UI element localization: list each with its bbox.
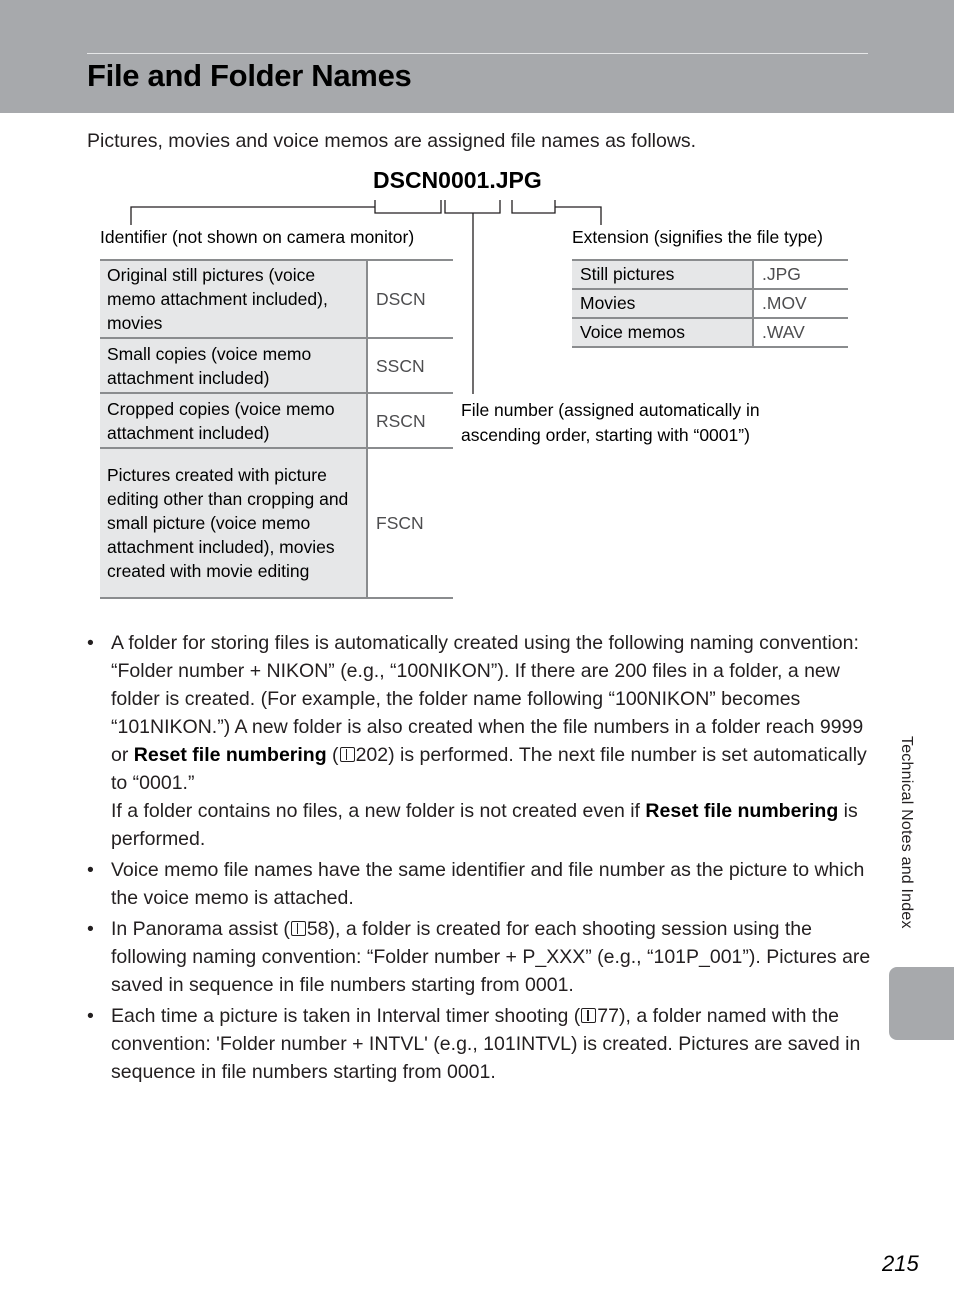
book-reference-icon — [581, 1008, 596, 1023]
note-text: Voice memo file names have the same identifier and file number as the picture to which the voice memo is attached. — [111, 859, 865, 909]
note-text: ) is performed. The next file number is set automatically to “0001.” — [111, 744, 867, 794]
identifier-bracket — [375, 200, 441, 213]
extension-table — [572, 259, 848, 348]
extension-type: Still pictures — [572, 260, 753, 289]
extension-code: .JPG — [753, 260, 848, 289]
note-text: If a folder contains no files, a new folder is not created even if — [111, 800, 646, 822]
extension-type: Voice memos — [572, 318, 753, 347]
identifier-code: RSCN — [367, 393, 453, 448]
bullet-icon: • — [87, 859, 94, 881]
file-number-label — [461, 398, 760, 448]
notes-list — [87, 629, 872, 1089]
identifier-description: Small copies (voice memo attachment included) — [100, 338, 367, 393]
section-tab[interactable] — [889, 967, 954, 1040]
example-filename: DSCN0001.JPG — [373, 167, 542, 193]
identifier-code: FSCN — [367, 448, 453, 598]
table-row — [100, 338, 453, 393]
intro-text: Pictures, movies and voice memos are assigned file names as follows. — [87, 130, 697, 152]
list-item — [87, 915, 872, 999]
note-text: Each time a picture is taken in Interval timer shooting ( — [111, 1005, 581, 1027]
header-rule — [87, 53, 868, 54]
table-row — [100, 393, 453, 448]
table-row — [572, 318, 848, 347]
page-title: File and Folder Names — [87, 58, 412, 93]
identifier-description: Original still pictures (voice memo attachment included), movies — [100, 260, 367, 338]
identifier-code: DSCN — [367, 260, 453, 338]
note-text: ( — [326, 744, 339, 766]
file-number-bracket — [445, 200, 500, 213]
note-text: ), a folder is created for each shooting session using the following naming convention: “Folder number + P_XXX” (e.g., “101P_001”). Pictures are saved in sequence in file numbers starting from 0001. — [111, 918, 871, 996]
extension-code: .MOV — [753, 289, 848, 318]
list-item — [87, 629, 872, 853]
identifier-leader — [131, 207, 375, 225]
extension-code: .WAV — [753, 318, 848, 347]
table-row — [572, 289, 848, 318]
note-text: In Panorama assist ( — [111, 918, 290, 940]
table-row — [100, 260, 453, 338]
extension-type: Movies — [572, 289, 753, 318]
note-text: is performed. — [111, 800, 858, 850]
page-reference[interactable]: 58 — [306, 918, 329, 940]
extension-bracket — [512, 200, 555, 213]
list-item — [87, 856, 872, 912]
bullet-icon: • — [87, 918, 94, 940]
extension-leader — [555, 207, 601, 225]
identifier-description: Cropped copies (voice memo attachment included) — [100, 393, 367, 448]
list-item — [87, 1002, 872, 1086]
header-band — [0, 0, 954, 113]
identifier-table — [100, 259, 453, 599]
book-reference-icon — [291, 921, 306, 936]
file-number-label-line1: File number (assigned automatically in — [461, 400, 760, 420]
identifier-label: Identifier (not shown on camera monitor) — [100, 227, 415, 247]
menu-term: Reset file numbering — [133, 744, 327, 766]
section-side-label: Technical Notes and Index — [898, 736, 915, 929]
page-reference[interactable]: 77 — [597, 1005, 619, 1027]
bullet-icon: • — [87, 1005, 94, 1027]
note-text: A folder for storing files is automatically created using the following naming convention: “Folder number + NIKON” (e.g., “100NIKON”). If there are 200 files in a folder, a new folder is created. (For example, the folder name following “100NIKON” becomes “101NIKON.”) A new folder is also created when the file numbers in a folder reach 9999 or — [111, 632, 864, 766]
menu-term: Reset file numbering — [645, 800, 839, 822]
page-number: 215 — [882, 1251, 919, 1276]
table-row — [572, 260, 848, 289]
page-reference[interactable]: 202 — [355, 744, 389, 766]
note-text: ), a folder named with the convention: 'Folder number + INTVL' (e.g., 101INTVL) is created. Pictures are saved in sequence in file numbers starting from 0001. — [111, 1005, 861, 1083]
extension-label: Extension (signifies the file type) — [572, 227, 823, 247]
identifier-code: SSCN — [367, 338, 453, 393]
book-reference-icon — [340, 747, 355, 762]
file-number-label-line2: ascending order, starting with “0001”) — [461, 425, 750, 445]
table-row — [100, 448, 453, 598]
identifier-description: Pictures created with picture editing other than cropping and small picture (voice memo attachment included), movies created with movie editing — [100, 448, 367, 598]
bullet-icon: • — [87, 632, 94, 654]
